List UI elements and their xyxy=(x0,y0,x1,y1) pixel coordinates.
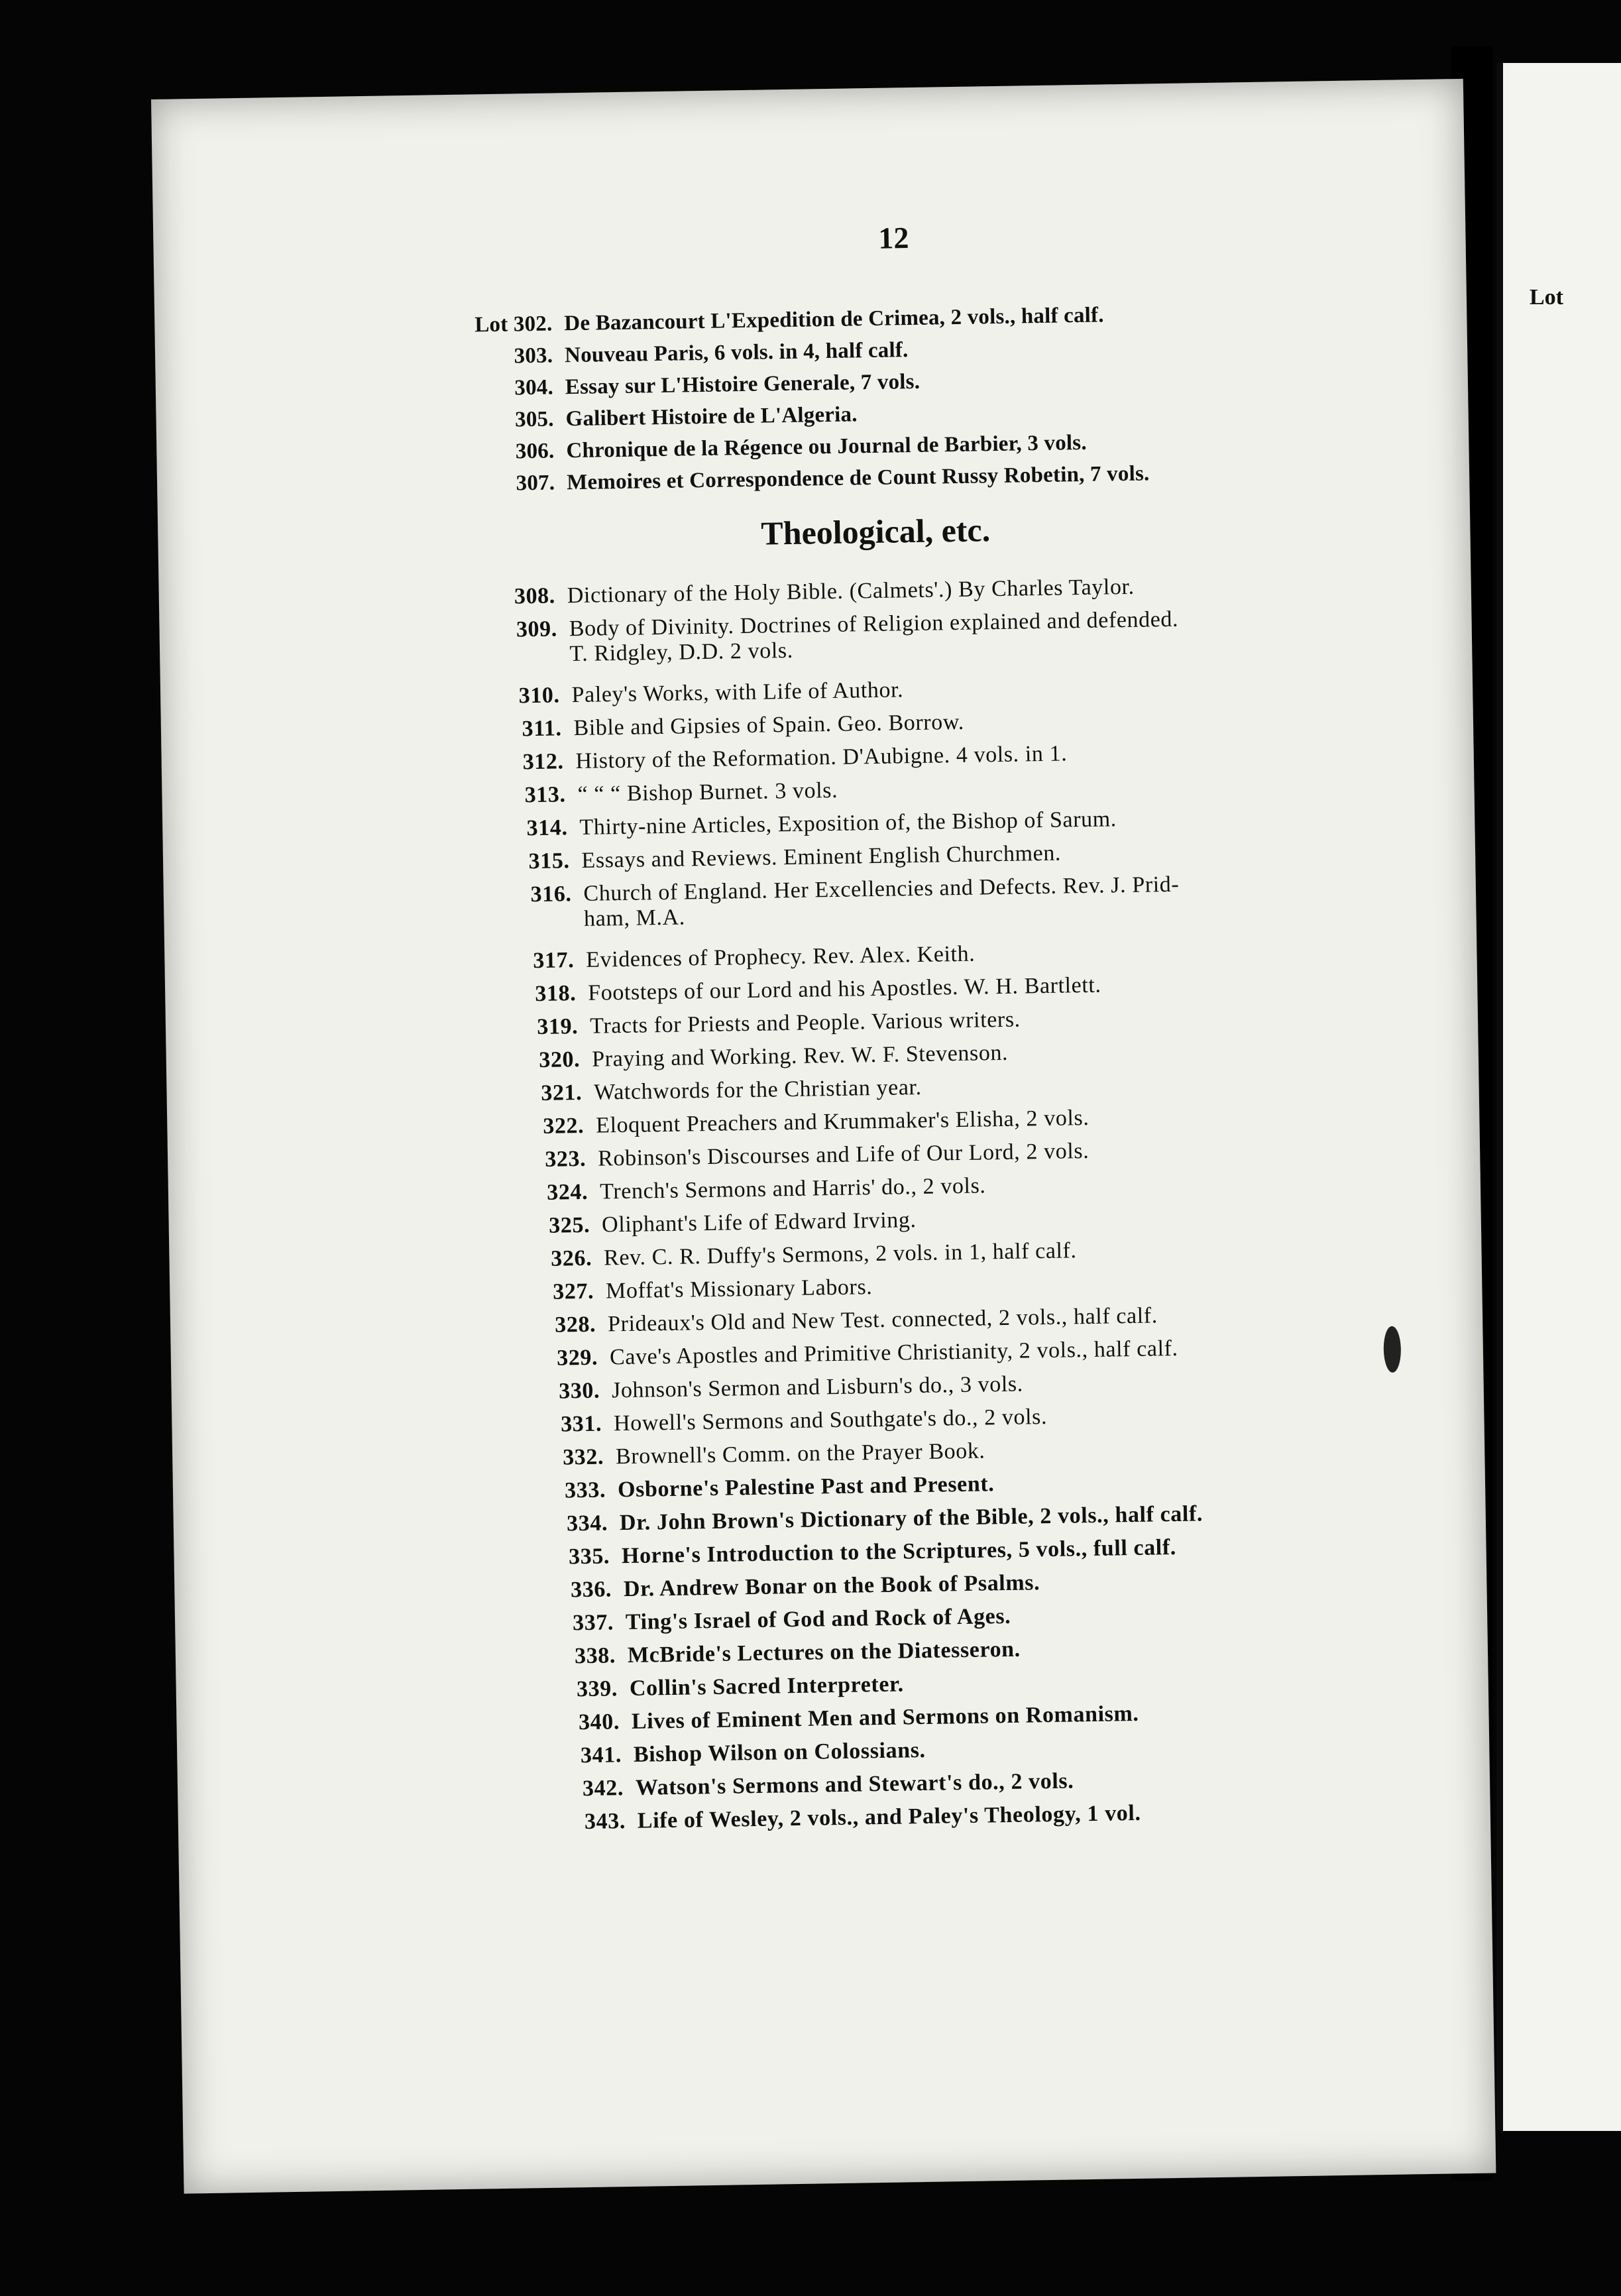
lot-entry xyxy=(540,1570,1040,1603)
lot-entry xyxy=(492,741,1067,775)
lot-title: Eloquent Preachers and Krummaker's Elisha, 2 vols. xyxy=(595,1105,1090,1138)
lot-number: 319. xyxy=(537,1014,579,1040)
lot-entry xyxy=(440,338,909,370)
adjacent-page-edge xyxy=(1496,63,1621,2131)
lot-number: 317. xyxy=(533,948,575,974)
section-heading: Theological, etc. xyxy=(760,511,991,552)
lot-number: 334. xyxy=(566,1511,608,1536)
lot-number: 335. xyxy=(568,1544,610,1570)
lot-number: 309. xyxy=(516,616,558,642)
lot-title: Footsteps of our Lord and his Apostles. W. H. Bartlett. xyxy=(587,972,1101,1005)
lot-title-continuation: T. Ridgley, D.D. 2 vols. xyxy=(569,638,794,667)
lot-number: Lot 302. xyxy=(475,312,553,337)
lot-entry xyxy=(522,1275,873,1305)
lot-entry xyxy=(486,607,1179,668)
lot-number: 310. xyxy=(518,683,560,709)
lot-title: Ting's Israel of God and Rock of Ages. xyxy=(625,1603,1011,1635)
lot-entry xyxy=(546,1672,904,1702)
lot-title: Paley's Works, with Life of Author. xyxy=(571,677,904,708)
lot-number: 341. xyxy=(580,1743,622,1768)
lot-title: Tracts for Priests and People. Various writers. xyxy=(589,1007,1021,1039)
page-number: 12 xyxy=(878,221,909,255)
lot-entry xyxy=(512,1106,1090,1140)
lot-title: Nouveau Paris, 6 vols. in 4, half calf. xyxy=(564,338,909,368)
lot-entry xyxy=(532,1438,985,1471)
lot-number: 343. xyxy=(584,1809,626,1835)
lot-number: 314. xyxy=(526,815,568,841)
lot-entry xyxy=(490,710,964,742)
lot-entry xyxy=(544,1637,1021,1670)
lot-title: Watchwords for the Christian year. xyxy=(593,1074,922,1105)
lot-title: Evidences of Prophecy. Rev. Alex. Keith. xyxy=(585,941,976,972)
lot-title: Prideaux's Old and New Test. connected, 2 vols., half calf. xyxy=(607,1303,1158,1337)
lot-title: “ “ “ Bishop Burnet. 3 vols. xyxy=(577,777,838,807)
lot-entry xyxy=(504,973,1101,1007)
lot-entry xyxy=(524,1303,1158,1338)
lot-number: 331. xyxy=(560,1411,602,1437)
lot-entry xyxy=(502,942,976,974)
lot-number: 323. xyxy=(544,1146,587,1172)
lot-number: 308. xyxy=(514,583,556,609)
lot-entry xyxy=(442,461,1150,497)
lot-number: 320. xyxy=(539,1047,581,1072)
lot-title: Essay sur L'Histoire Generale, 7 vols. xyxy=(565,369,921,400)
lot-title: Dr. Andrew Bonar on the Book of Psalms. xyxy=(623,1570,1040,1602)
lot-title: Bible and Gipsies of Spain. Geo. Borrow. xyxy=(573,709,965,741)
lot-title: De Bazancourt L'Expedition de Crimea, 2 vols., half calf. xyxy=(564,303,1104,336)
lot-title: Robinson's Discourses and Life of Our Lord, 2 vols. xyxy=(597,1138,1090,1171)
lot-title: McBride's Lectures on the Diatesseron. xyxy=(627,1636,1021,1668)
lot-title: Dr. John Brown's Dictionary of the Bible, 2 vols., half calf. xyxy=(619,1501,1203,1536)
lot-number: 342. xyxy=(582,1776,624,1802)
lot-number: 332. xyxy=(562,1444,604,1470)
lot-number: 337. xyxy=(572,1610,614,1636)
lot-entry xyxy=(548,1701,1139,1736)
lot-title-continuation: ham, M.A. xyxy=(583,905,686,931)
lot-entry xyxy=(552,1768,1074,1802)
lot-title: Memoires et Correspondence de Count Russy Robetin, 7 vols. xyxy=(566,461,1150,495)
lot-entry xyxy=(550,1738,926,1769)
lot-entry xyxy=(542,1604,1011,1636)
lot-number: 336. xyxy=(570,1577,612,1603)
lot-title: Galibert Histoire de L'Algeria. xyxy=(565,402,858,431)
lot-entry xyxy=(498,841,1061,875)
lot-number: 339. xyxy=(576,1676,618,1702)
lot-number: 322. xyxy=(543,1113,585,1139)
lot-entry xyxy=(538,1535,1176,1570)
lot-title: Cave's Apostles and Primitive Christianity, 2 vols., half calf. xyxy=(609,1336,1178,1370)
lot-number: 304. xyxy=(514,375,554,400)
lot-number: 326. xyxy=(550,1245,592,1271)
adjacent-page-lot-fragment: Lot xyxy=(1530,285,1563,310)
lot-title: Brownell's Comm. on the Prayer Book. xyxy=(615,1438,985,1469)
catalogue-page xyxy=(151,79,1496,2194)
lot-number: 325. xyxy=(548,1212,590,1238)
lot-number: 312. xyxy=(522,749,564,775)
lot-title: Watson's Sermons and Stewart's do., 2 vols. xyxy=(635,1768,1074,1800)
lot-title: History of the Reformation. D'Aubigne. 4 vols. in 1. xyxy=(575,741,1068,774)
lot-number: 340. xyxy=(578,1709,620,1735)
lot-entry xyxy=(530,1405,1048,1438)
lot-title: Collin's Sacred Interpreter. xyxy=(629,1672,904,1701)
lot-title: Moffat's Missionary Labors. xyxy=(605,1275,873,1304)
lot-number: 324. xyxy=(546,1179,588,1205)
lot-entry xyxy=(494,778,838,809)
lot-entry xyxy=(506,1007,1021,1041)
lot-entry xyxy=(496,807,1117,842)
lot-title: Howell's Sermons and Southgate's do., 2 vols. xyxy=(613,1405,1048,1436)
lot-entry xyxy=(439,303,1104,338)
lot-entry xyxy=(441,402,858,433)
lot-number: 316. xyxy=(530,882,572,907)
lot-number: 338. xyxy=(574,1643,616,1669)
lot-number: 306. xyxy=(515,439,555,464)
lot-entry xyxy=(520,1238,1077,1272)
lot-number: 333. xyxy=(564,1477,606,1503)
lot-entry xyxy=(441,431,1087,465)
lot-entry xyxy=(528,1372,1023,1405)
ink-smudge xyxy=(1383,1326,1401,1373)
lot-title: Praying and Working. Rev. W. F. Stevenson. xyxy=(591,1040,1009,1072)
lot-entry xyxy=(534,1471,995,1504)
lot-number: 321. xyxy=(541,1080,583,1106)
lot-number: 328. xyxy=(554,1312,596,1338)
lot-entry xyxy=(500,872,1180,933)
lot-entry xyxy=(508,1041,1008,1074)
lot-number: 330. xyxy=(558,1378,600,1404)
lot-entry xyxy=(516,1173,986,1206)
lot-title: Body of Divinity. Doctrines of Religion explained and defended. xyxy=(569,606,1179,642)
lot-title: Bishop Wilson on Colossians. xyxy=(633,1737,926,1767)
lot-number: 318. xyxy=(535,981,577,1007)
lot-title: Lives of Eminent Men and Sermons on Romanism. xyxy=(631,1701,1139,1734)
lot-number: 305. xyxy=(514,407,554,432)
lot-title: Life of Wesley, 2 vols., and Paley's Theology, 1 vol. xyxy=(637,1800,1141,1833)
lot-number: 327. xyxy=(552,1279,594,1304)
lot-title: Thirty-nine Articles, Exposition of, the Bishop of Sarum. xyxy=(579,807,1117,840)
lot-number: 315. xyxy=(528,848,570,874)
lot-title: Dictionary of the Holy Bible. (Calmets'.) By Charles Taylor. xyxy=(567,574,1135,608)
lot-title: Essays and Reviews. Eminent English Churchmen. xyxy=(581,840,1062,873)
lot-number: 311. xyxy=(522,716,562,742)
lot-title: Osborne's Palestine Past and Present. xyxy=(617,1471,995,1503)
lot-number: 313. xyxy=(524,782,566,808)
lot-entry xyxy=(484,575,1135,610)
lot-title: Oliphant's Life of Edward Irving. xyxy=(601,1208,917,1237)
lot-number: 329. xyxy=(556,1345,598,1371)
lot-entry xyxy=(488,677,903,709)
lot-number: 303. xyxy=(514,343,553,369)
lot-title: Trench's Sermons and Harris' do., 2 vols. xyxy=(599,1173,986,1204)
lot-entry xyxy=(514,1139,1090,1173)
lot-entry xyxy=(510,1075,922,1107)
lot-entry xyxy=(526,1336,1178,1371)
lot-title: Horne's Introduction to the Scriptures, 5 vols., full calf. xyxy=(621,1534,1177,1569)
lot-title: Chronique de la Régence ou Journal de Barbier, 3 vols. xyxy=(566,430,1088,463)
lot-entry xyxy=(518,1208,917,1239)
lot-title: Rev. C. R. Duffy's Sermons, 2 vols. in 1, half calf. xyxy=(603,1238,1077,1271)
lot-number: 307. xyxy=(516,471,555,496)
lot-title: Johnson's Sermon and Lisburn's do., 3 vols. xyxy=(611,1371,1024,1403)
lot-entry xyxy=(536,1501,1203,1537)
lot-entry xyxy=(554,1801,1141,1835)
lot-title: Church of England. Her Excellencies and Defects. Rev. J. Prid- xyxy=(583,872,1180,906)
lot-entry xyxy=(441,370,921,402)
